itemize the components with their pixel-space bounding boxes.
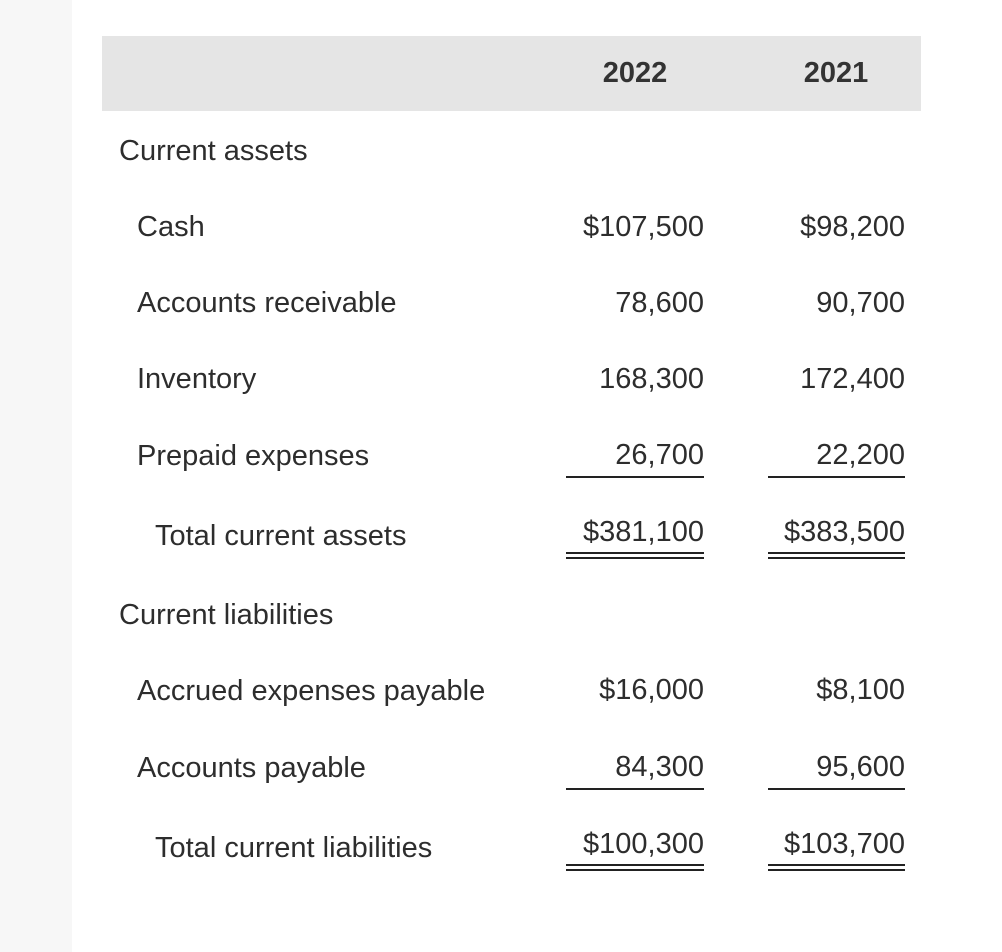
row-label-inventory: Inventory — [137, 363, 257, 395]
inventory-2022-value: 168,300 — [599, 363, 704, 395]
total-current-assets-2022-value: $381,100 — [583, 516, 704, 548]
inventory-2021-value: 172,400 — [800, 363, 905, 395]
row-label-total-current-liabilities: Total current liabilities — [155, 832, 433, 864]
row-label-prepaid-expenses: Prepaid expenses — [137, 440, 370, 472]
total-current-liabilities-2021-value: $103,700 — [784, 828, 905, 860]
accounts-receivable-2021-value: 90,700 — [816, 287, 905, 319]
accounts-receivable-2022-value: 78,600 — [615, 287, 704, 319]
total-double-underline-2022 — [566, 552, 704, 559]
row-label-accounts-payable: Accounts payable — [137, 752, 366, 784]
total-current-assets-2021-value: $383,500 — [784, 516, 905, 548]
total-double-underline-2021 — [768, 552, 905, 559]
accounts-payable-2021-value: 95,600 — [816, 751, 905, 783]
accrued-expenses-payable-2022-value: $16,000 — [599, 674, 704, 706]
row-label-cash: Cash — [137, 211, 205, 243]
subtotal-underline-2022 — [566, 476, 704, 478]
accrued-expenses-payable-2021-value: $8,100 — [816, 674, 905, 706]
prepaid-expenses-2022-value: 26,700 — [615, 439, 704, 471]
cash-2021-value: $98,200 — [800, 211, 905, 243]
cash-2022-value: $107,500 — [583, 211, 704, 243]
section-title-current-liabilities: Current liabilities — [119, 599, 334, 631]
column-header-2021: 2021 — [803, 57, 869, 89]
total-current-liabilities-2022-value: $100,300 — [583, 828, 704, 860]
total-double-underline-2021 — [768, 864, 905, 871]
subtotal-underline-2022 — [566, 788, 704, 790]
row-label-total-current-assets: Total current assets — [155, 520, 407, 552]
subtotal-underline-2021 — [768, 788, 905, 790]
row-label-accrued-expenses-payable: Accrued expenses payable — [137, 675, 486, 707]
row-label-accounts-receivable: Accounts receivable — [137, 287, 397, 319]
prepaid-expenses-2021-value: 22,200 — [816, 439, 905, 471]
total-double-underline-2022 — [566, 864, 704, 871]
subtotal-underline-2021 — [768, 476, 905, 478]
column-header-2022: 2022 — [602, 57, 668, 89]
section-title-current-assets: Current assets — [119, 135, 308, 167]
accounts-payable-2022-value: 84,300 — [615, 751, 704, 783]
